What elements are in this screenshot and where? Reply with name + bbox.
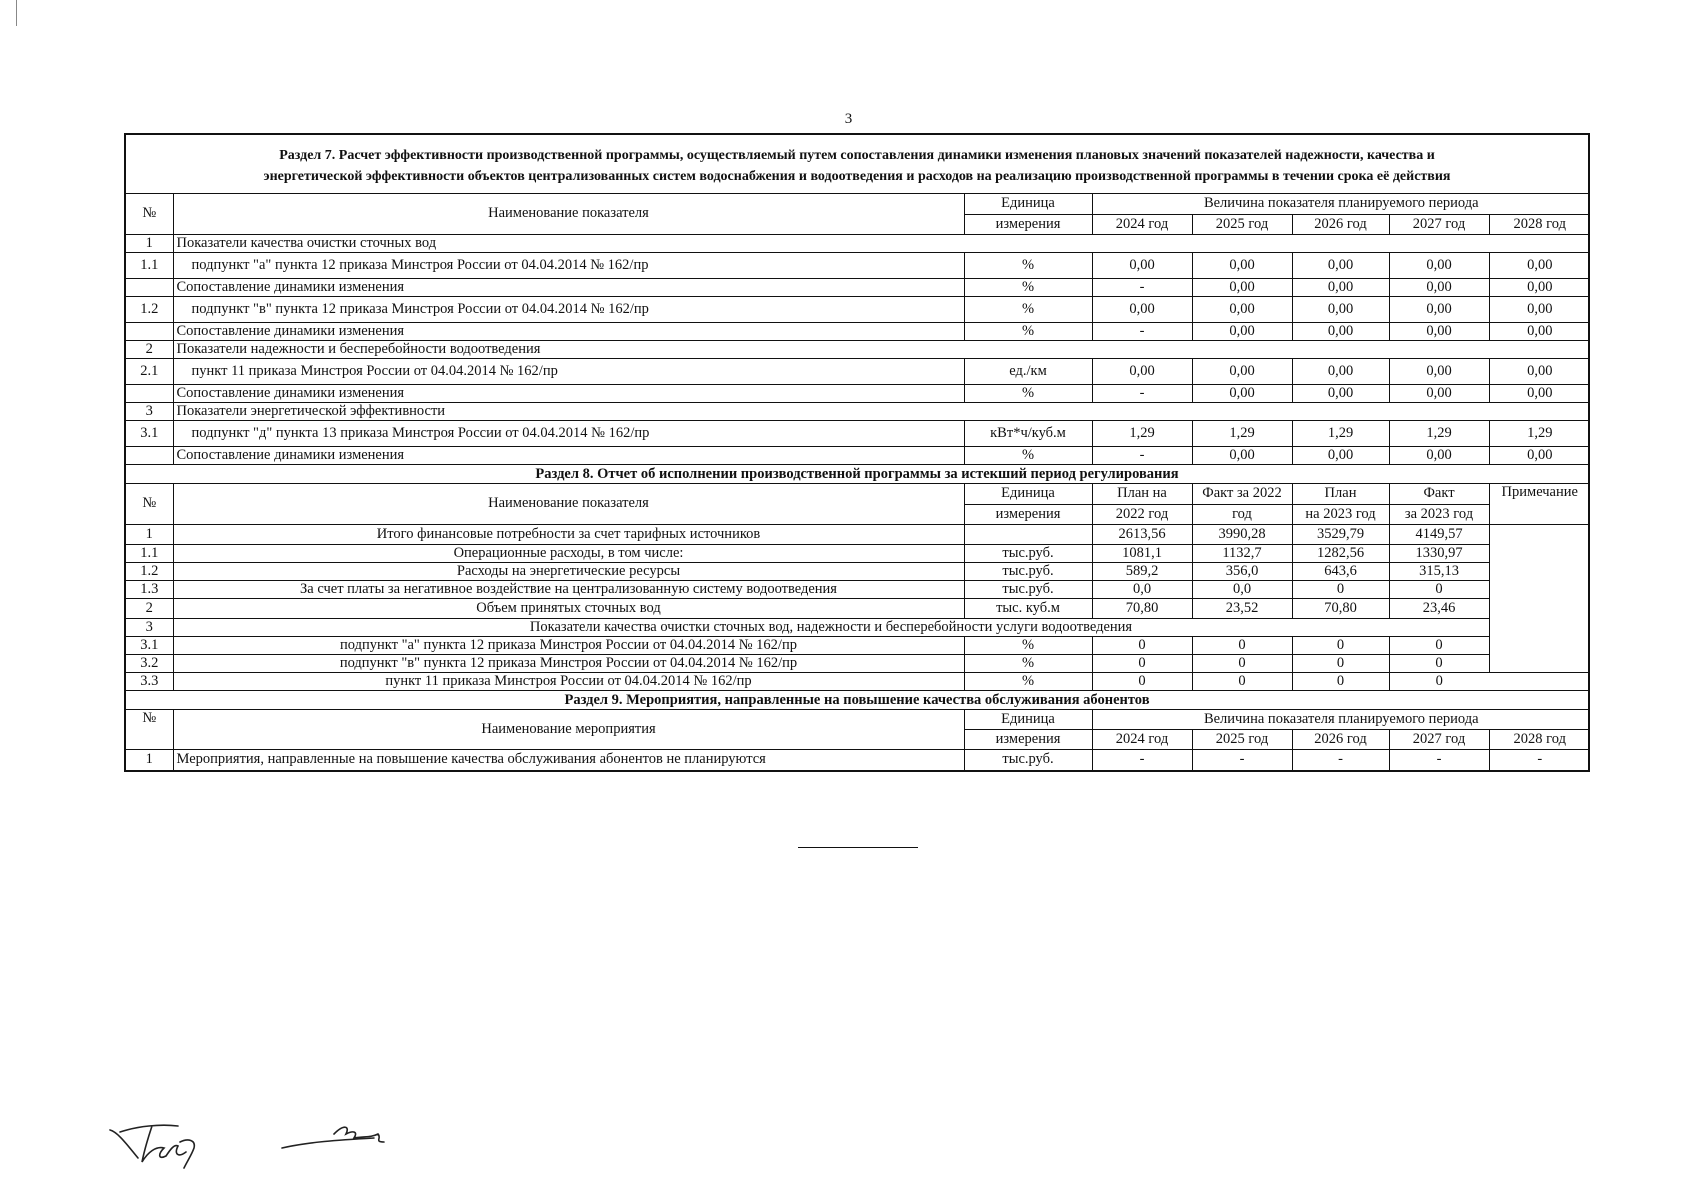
value-cell: -	[1092, 384, 1192, 402]
signature-graphic	[108, 1112, 408, 1172]
s7-year-2024: 2024 год	[1092, 214, 1192, 234]
value-cell: 0	[1292, 636, 1389, 654]
s9-year-2027: 2027 год	[1389, 730, 1489, 750]
row-number: 2	[126, 340, 173, 358]
table-row	[126, 420, 1590, 446]
value-cell: 0,00	[1389, 358, 1489, 384]
s9-year-2026: 2026 год	[1292, 730, 1389, 750]
unit-cell: тыс.руб.	[964, 562, 1092, 580]
value-cell: 356,0	[1192, 562, 1292, 580]
group-name: Показатели качества очистки сточных вод, надежности и бесперебойности услуги водоотведения	[173, 618, 1489, 636]
value-cell: 23,52	[1192, 598, 1292, 618]
value-cell: 0,00	[1192, 358, 1292, 384]
s7-year-2028: 2028 год	[1489, 214, 1590, 234]
s7-header-unit: Единица	[964, 194, 1092, 214]
value-cell: 0	[1092, 654, 1192, 672]
value-cell: 0	[1389, 636, 1489, 654]
value-cell: 1,29	[1389, 420, 1489, 446]
s8-header-note: Примечание	[1489, 484, 1590, 524]
value-cell: 0	[1092, 636, 1192, 654]
value-cell: 0	[1192, 636, 1292, 654]
indicator-name: Сопоставление динамики изменения	[173, 322, 964, 340]
table-row	[126, 278, 1590, 296]
table-row	[126, 672, 1590, 690]
value-cell: 0	[1389, 580, 1489, 598]
s7-year-2026: 2026 год	[1292, 214, 1389, 234]
value-cell: 0	[1292, 672, 1389, 690]
s7-header-period: Величина показателя планируемого периода	[1092, 194, 1590, 214]
group-name: Показатели надежности и бесперебойности водоотведения	[173, 340, 1590, 358]
value-cell: 23,46	[1389, 598, 1489, 618]
indicator-name: Расходы на энергетические ресурсы	[173, 562, 964, 580]
indicator-name: Операционные расходы, в том числе:	[173, 544, 964, 562]
s8-header-fact-2022-b: год	[1192, 504, 1292, 524]
row-number: 2.1	[126, 358, 173, 384]
unit-cell: %	[964, 252, 1092, 278]
value-cell: 0,00	[1292, 322, 1389, 340]
s7-group-row	[126, 234, 1590, 252]
indicator-name: Сопоставление динамики изменения	[173, 278, 964, 296]
section8-title: Раздел 8. Отчет об исполнении производственной программы за истекший период регулирования	[126, 464, 1588, 484]
indicator-name: подпункт "а" пункта 12 приказа Минстроя России от 04.04.2014 № 162/пр	[173, 252, 964, 278]
section7-title-line1: Раздел 7. Расчет эффективности производственной программы, осуществляемый путем сопоставления динамики изменения плановых значений показателей надежности, качества и	[279, 148, 1435, 163]
indicator-name: пункт 11 приказа Минстроя России от 04.04.2014 № 162/пр	[173, 672, 964, 690]
table-row	[126, 636, 1590, 654]
section9-table	[126, 710, 1590, 770]
s9-header-unit-2: измерения	[964, 730, 1092, 750]
value-cell: 0,00	[1489, 278, 1590, 296]
row-number: 1	[126, 234, 173, 252]
s9-header-name: Наименование мероприятия	[173, 710, 964, 750]
value-cell: 0,00	[1389, 252, 1489, 278]
value-cell: 0,00	[1292, 252, 1389, 278]
section8-table	[126, 484, 1590, 690]
row-number: 1.2	[126, 296, 173, 322]
value-cell: 1330,97	[1389, 544, 1489, 562]
s9-year-2025: 2025 год	[1192, 730, 1292, 750]
table-row	[126, 446, 1590, 464]
section7-title	[126, 135, 1588, 194]
indicator-name: За счет платы за негативное воздействие на централизованную систему водоотведения	[173, 580, 964, 598]
unit-cell: ед./км	[964, 358, 1092, 384]
group-name: Показатели качества очистки сточных вод	[173, 234, 1590, 252]
table-row	[126, 322, 1590, 340]
value-cell: 1,29	[1489, 420, 1590, 446]
indicator-name: подпункт "а" пункта 12 приказа Минстроя России от 04.04.2014 № 162/пр	[173, 636, 964, 654]
unit-cell: %	[964, 322, 1092, 340]
s8-header-fact-2023-b: за 2023 год	[1389, 504, 1489, 524]
value-cell: 0,00	[1292, 358, 1389, 384]
s8-header-plan-2023: План	[1292, 484, 1389, 504]
row-number: 3.2	[126, 654, 173, 672]
value-cell: 0,00	[1489, 446, 1590, 464]
value-cell: 0	[1389, 654, 1489, 672]
table-row	[126, 524, 1590, 544]
value-cell: 0,0	[1092, 580, 1192, 598]
row-number: 1.1	[126, 544, 173, 562]
unit-cell: тыс. куб.м	[964, 598, 1092, 618]
s7-header-no: №	[126, 194, 173, 234]
unit-cell: %	[964, 384, 1092, 402]
s8-header-plan-2022: План на	[1092, 484, 1192, 504]
s9-row-name: Мероприятия, направленные на повышение качества обслуживания абонентов не планируются	[173, 750, 964, 770]
indicator-name: подпункт "в" пункта 12 приказа Минстроя России от 04.04.2014 № 162/пр	[173, 654, 964, 672]
value-cell: 0	[1092, 672, 1192, 690]
value-cell: 0,00	[1192, 296, 1292, 322]
scan-edge-mark	[16, 0, 17, 26]
value-cell: 0	[1292, 580, 1389, 598]
indicator-name: подпункт "д" пункта 13 приказа Минстроя России от 04.04.2014 № 162/пр	[173, 420, 964, 446]
value-cell: 0,00	[1092, 296, 1192, 322]
s7-group-row	[126, 340, 1590, 358]
row-number: 3.3	[126, 672, 173, 690]
s8-header-plan-2023-b: на 2023 год	[1292, 504, 1389, 524]
s7-year-2025: 2025 год	[1192, 214, 1292, 234]
s9-row-value-2025: -	[1192, 750, 1292, 770]
value-cell: 2613,56	[1092, 524, 1192, 544]
value-cell: 0,00	[1489, 322, 1590, 340]
s8-header-fact-2022: Факт за 2022	[1192, 484, 1292, 504]
value-cell: 0,00	[1292, 296, 1389, 322]
value-cell: 643,6	[1292, 562, 1389, 580]
value-cell: 0,00	[1292, 278, 1389, 296]
value-cell: 3529,79	[1292, 524, 1389, 544]
row-number	[126, 278, 173, 296]
value-cell: 1,29	[1192, 420, 1292, 446]
section9-title: Раздел 9. Мероприятия, направленные на повышение качества обслуживания абонентов	[126, 690, 1588, 710]
value-cell: 3990,28	[1192, 524, 1292, 544]
s8-header-fact-2023: Факт	[1389, 484, 1489, 504]
indicator-name: Сопоставление динамики изменения	[173, 384, 964, 402]
value-cell: 0,00	[1292, 446, 1389, 464]
table-row	[126, 358, 1590, 384]
value-cell: 0,00	[1389, 278, 1489, 296]
value-cell: 0,00	[1489, 252, 1590, 278]
table-row	[126, 654, 1590, 672]
indicator-name: Сопоставление динамики изменения	[173, 446, 964, 464]
unit-cell: %	[964, 672, 1092, 690]
value-cell: 70,80	[1092, 598, 1192, 618]
value-cell: 4149,57	[1389, 524, 1489, 544]
s8-header-no: №	[126, 484, 173, 524]
s9-row-no: 1	[126, 750, 173, 770]
handwritten-signatures	[108, 1112, 408, 1177]
s8-header-unit-2: измерения	[964, 504, 1092, 524]
unit-cell	[964, 524, 1092, 544]
unit-cell: %	[964, 446, 1092, 464]
indicator-name: пункт 11 приказа Минстроя России от 04.04.2014 № 162/пр	[173, 358, 964, 384]
value-cell: 1282,56	[1292, 544, 1389, 562]
value-cell: 1081,1	[1092, 544, 1192, 562]
table-row	[126, 598, 1590, 618]
value-cell: 315,13	[1389, 562, 1489, 580]
s7-header-unit-2: измерения	[964, 214, 1092, 234]
s9-row-value-2024: -	[1092, 750, 1192, 770]
table-row	[126, 252, 1590, 278]
value-cell: 0,00	[1092, 252, 1192, 278]
unit-cell: %	[964, 636, 1092, 654]
value-cell: 0	[1389, 672, 1489, 690]
value-cell: 0,00	[1192, 252, 1292, 278]
s9-header-period: Величина показателя планируемого периода	[1092, 710, 1590, 730]
value-cell: 0,00	[1489, 384, 1590, 402]
s9-header-unit: Единица	[964, 710, 1092, 730]
unit-cell: %	[964, 278, 1092, 296]
value-cell: 0,00	[1389, 384, 1489, 402]
value-cell: -	[1092, 278, 1192, 296]
value-cell: 0,00	[1092, 358, 1192, 384]
value-cell: 0	[1192, 672, 1292, 690]
s8-header-name: Наименование показателя	[173, 484, 964, 524]
value-cell: -	[1092, 322, 1192, 340]
value-cell: 0,00	[1389, 446, 1489, 464]
row-number	[126, 384, 173, 402]
row-number: 1.1	[126, 252, 173, 278]
value-cell: 0	[1192, 654, 1292, 672]
value-cell: 0	[1292, 654, 1389, 672]
row-number: 1.2	[126, 562, 173, 580]
indicator-name: подпункт "в" пункта 12 приказа Минстроя России от 04.04.2014 № 162/пр	[173, 296, 964, 322]
s7-year-2027: 2027 год	[1389, 214, 1489, 234]
section7-title-line2: энергетической эффективности объектов централизованных систем водоснабжения и водоотведения и расходов на реализацию производственной программы в течении срока её действия	[263, 169, 1451, 184]
s9-row-value-2026: -	[1292, 750, 1389, 770]
value-cell: 0,00	[1489, 358, 1590, 384]
s9-row-value-2027: -	[1389, 750, 1489, 770]
s8-header-unit: Единица	[964, 484, 1092, 504]
s9-row-value-2028: -	[1489, 750, 1590, 770]
indicator-name: Объем принятых сточных вод	[173, 598, 964, 618]
value-cell: 0,00	[1489, 296, 1590, 322]
section7-table	[126, 194, 1590, 464]
s9-row-unit: тыс.руб.	[964, 750, 1092, 770]
closing-rule	[798, 847, 918, 848]
indicator-name: Итого финансовые потребности за счет тарифных источников	[173, 524, 964, 544]
unit-cell: кВт*ч/куб.м	[964, 420, 1092, 446]
value-cell: 589,2	[1092, 562, 1192, 580]
value-cell: 0,00	[1192, 322, 1292, 340]
value-cell: 0,00	[1192, 278, 1292, 296]
value-cell: 0,0	[1192, 580, 1292, 598]
s7-header-name: Наименование показателя	[173, 194, 964, 234]
row-number: 3.1	[126, 636, 173, 654]
page-number: 3	[844, 111, 853, 127]
s8-group-row	[126, 618, 1590, 636]
table-row	[126, 544, 1590, 562]
value-cell: 0,00	[1292, 384, 1389, 402]
row-number: 1.3	[126, 580, 173, 598]
s9-year-2028: 2028 год	[1489, 730, 1590, 750]
note-cell	[1489, 524, 1590, 672]
value-cell: 1132,7	[1192, 544, 1292, 562]
s9-year-2024: 2024 год	[1092, 730, 1192, 750]
group-name: Показатели энергетической эффективности	[173, 402, 1590, 420]
unit-cell: тыс.руб.	[964, 580, 1092, 598]
value-cell: 1,29	[1092, 420, 1192, 446]
row-number	[126, 322, 173, 340]
row-number: 3	[126, 618, 173, 636]
value-cell: 70,80	[1292, 598, 1389, 618]
value-cell: 1,29	[1292, 420, 1389, 446]
value-cell: 0,00	[1192, 384, 1292, 402]
row-number: 3	[126, 402, 173, 420]
value-cell: 0,00	[1389, 296, 1489, 322]
row-number: 2	[126, 598, 173, 618]
table-row	[126, 562, 1590, 580]
row-number: 1	[126, 524, 173, 544]
unit-cell: тыс.руб.	[964, 544, 1092, 562]
value-cell: 0,00	[1389, 322, 1489, 340]
table-row	[126, 384, 1590, 402]
row-number	[126, 446, 173, 464]
row-number: 3.1	[126, 420, 173, 446]
unit-cell: %	[964, 296, 1092, 322]
table-row	[126, 296, 1590, 322]
value-cell: 0,00	[1192, 446, 1292, 464]
table-row	[126, 580, 1590, 598]
value-cell: -	[1092, 446, 1192, 464]
s7-group-row	[126, 402, 1590, 420]
s8-header-plan-2022-b: 2022 год	[1092, 504, 1192, 524]
s9-header-no: №	[126, 710, 173, 750]
unit-cell: %	[964, 654, 1092, 672]
document-table-frame	[124, 133, 1590, 772]
